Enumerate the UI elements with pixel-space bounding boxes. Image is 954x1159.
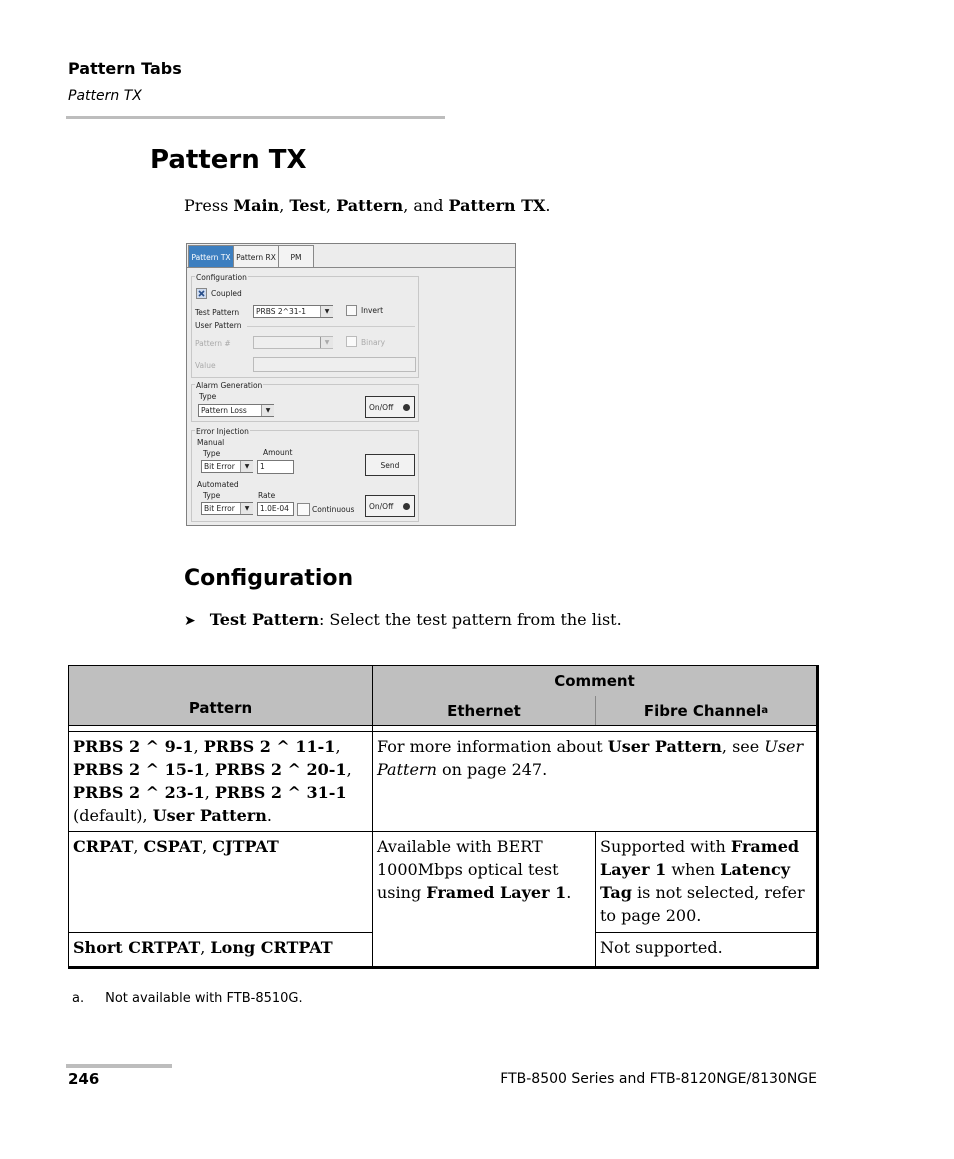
rate-value: 1.0E-04 (260, 504, 289, 513)
press-sep: , (326, 196, 337, 215)
rich-text-segment: , see (721, 737, 765, 756)
configuration-heading: Configuration (184, 566, 354, 591)
rich-text-segment: is not selected, refer to page 200. (600, 883, 805, 925)
footnote (72, 991, 303, 1006)
row3-fibre-cell (595, 933, 819, 969)
alarm-type-value: Pattern Loss (201, 406, 247, 415)
comment-header: Comment (372, 665, 819, 696)
footnote-text: Not available with FTB-8510G. (105, 991, 303, 1006)
rich-text-segment: , (346, 760, 352, 779)
bullet-text: : Select the test pattern from the list. (318, 610, 622, 629)
rich-text-segment: CSPAT (143, 837, 203, 856)
press-sep: , and (403, 196, 449, 215)
row1-comment-cell (372, 732, 819, 832)
chevron-down-icon[interactable]: ▼ (320, 337, 333, 348)
rich-text-segment: PRBS 2 ^ 20-1 (214, 760, 347, 779)
rule-right (816, 725, 819, 732)
pattern-header: Pattern (68, 665, 372, 725)
chevron-down-icon[interactable]: ▼ (240, 503, 253, 514)
coupled-checkbox[interactable] (196, 288, 207, 299)
rich-text-segment: , (133, 837, 144, 856)
rule-mid (372, 725, 373, 732)
test-pattern-value: PRBS 2^31-1 (256, 307, 306, 316)
bullet-bold: Test Pattern (209, 610, 319, 629)
manual-type-value: Bit Error (204, 462, 235, 471)
user-pattern-label: User Pattern (195, 321, 242, 330)
binary-checkbox[interactable] (346, 336, 357, 347)
fibre-channel-header (595, 696, 819, 725)
continuous-label: Continuous (312, 505, 355, 514)
rich-text-segment: CJTPAT (212, 837, 279, 856)
rich-text-segment: . (566, 883, 572, 902)
automated-type-label: Type (203, 491, 221, 500)
automated-onoff-button[interactable] (365, 495, 415, 517)
alarm-generation-label: Alarm Generation (196, 381, 263, 390)
rich-text-segment: Latency Tag (600, 860, 791, 902)
running-header-subtitle: Pattern TX (68, 88, 142, 104)
rate-input[interactable] (257, 502, 294, 516)
onoff-label: On/Off (369, 402, 394, 412)
row2-ethernet-cell (372, 832, 595, 969)
rich-text-segment: Framed Layer 1 (600, 837, 800, 879)
invert-checkbox[interactable] (346, 305, 357, 316)
rich-text-segment: . (266, 806, 272, 825)
rate-label: Rate (258, 491, 276, 500)
rich-text-segment: For more information about (377, 737, 608, 756)
tab-pattern-rx[interactable]: Pattern RX (233, 245, 279, 268)
rich-text-segment: , (204, 760, 215, 779)
rich-text-segment: PRBS 2 ^ 31-1 (214, 783, 347, 802)
rich-text-segment: , (200, 938, 211, 957)
chevron-down-icon[interactable]: ▼ (240, 461, 253, 472)
pattern-tx-screenshot (186, 243, 516, 526)
product-name: FTB-8500 Series and FTB-8120NGE/8130NGE (500, 1071, 817, 1087)
arrow-bullet-icon: ➤ (184, 613, 196, 629)
coupled-label: Coupled (211, 289, 242, 298)
tab-pattern-tx[interactable]: Pattern TX (188, 245, 234, 268)
manual-label: Manual (197, 438, 225, 447)
rule-left (68, 725, 69, 732)
rich-text-segment: Long CRTPAT (210, 938, 333, 957)
rich-text-segment: User Pattern (152, 806, 267, 825)
tab-divider (187, 267, 515, 268)
footnote-letter: a. (72, 991, 85, 1006)
page-number: 246 (68, 1070, 100, 1088)
row2-pattern-cell (68, 832, 372, 933)
alarm-type-label: Type (199, 392, 217, 401)
send-label: Send (380, 460, 400, 470)
error-injection-label: Error Injection (196, 427, 249, 436)
rich-text-segment: PRBS 2 ^ 23-1 (73, 783, 205, 802)
amount-input[interactable] (257, 460, 294, 474)
press-text: Press (184, 196, 234, 215)
alarm-onoff-button[interactable] (365, 396, 415, 418)
led-icon (403, 503, 410, 510)
automated-type-value: Bit Error (204, 504, 235, 513)
press-end: . (545, 196, 551, 215)
rich-text-segment: Available with BERT 1000Mbps optical test using (377, 837, 559, 902)
press-instruction (184, 196, 551, 215)
manual-type-label: Type (203, 449, 221, 458)
rich-text-segment: , (202, 837, 213, 856)
led-icon (403, 404, 410, 411)
row3-pattern-cell (68, 933, 372, 969)
rich-text-segment: User Pattern (377, 737, 804, 779)
press-sep: , (279, 196, 290, 215)
header-rule (66, 116, 445, 119)
rich-text-segment: , (335, 737, 341, 756)
rich-text-segment: PRBS 2 ^ 9-1 (73, 737, 194, 756)
configuration-label: Configuration (196, 273, 247, 282)
chevron-down-icon[interactable]: ▼ (261, 405, 274, 416)
pattern-number-label: Pattern # (195, 339, 231, 348)
pattern-table (68, 665, 819, 969)
value-input[interactable] (253, 357, 416, 372)
rich-text-segment: (default), (73, 806, 153, 825)
rich-text-segment: User Pattern (607, 737, 722, 756)
tab-pm[interactable]: PM (278, 245, 314, 268)
user-pattern-rule (247, 326, 415, 327)
rich-text-segment: when (666, 860, 721, 879)
fibre-footnote-ref: a (761, 705, 769, 716)
bullet-item (184, 610, 622, 629)
row3-fibre-text: Not supported. (600, 938, 723, 957)
amount-value: 1 (260, 462, 265, 471)
rich-text-segment: Supported with (600, 837, 731, 856)
rich-text-segment: , (193, 737, 204, 756)
fibre-channel-label: Fibre Channel (643, 701, 762, 720)
rich-text-segment: CRPAT (73, 837, 134, 856)
onoff-label: On/Off (369, 501, 394, 511)
press-test: Test (289, 196, 327, 215)
automated-label: Automated (197, 480, 239, 489)
row1-pattern-cell (68, 732, 372, 832)
footer-rule (66, 1064, 172, 1068)
test-pattern-label: Test Pattern (195, 308, 240, 317)
press-main: Main (233, 196, 280, 215)
row2-fibre-cell (595, 832, 819, 933)
continuous-checkbox[interactable] (297, 503, 310, 516)
ethernet-header: Ethernet (372, 696, 595, 725)
rich-text-segment: PRBS 2 ^ 15-1 (73, 760, 205, 779)
section-heading: Pattern TX (150, 145, 307, 175)
rich-text-segment: PRBS 2 ^ 11-1 (203, 737, 336, 756)
rich-text-segment: , (204, 783, 215, 802)
rich-text-segment: on page 247. (436, 760, 548, 779)
invert-label: Invert (361, 306, 384, 315)
chevron-down-icon[interactable]: ▼ (320, 306, 333, 317)
amount-label: Amount (263, 448, 293, 457)
check-x-icon (197, 289, 206, 298)
press-pattern: Pattern (336, 196, 404, 215)
press-pattern-tx: Pattern TX (448, 196, 546, 215)
running-header-title: Pattern Tabs (68, 59, 182, 78)
binary-label: Binary (361, 338, 386, 347)
value-label: Value (195, 361, 216, 370)
rich-text-segment: Short CRTPAT (73, 938, 201, 957)
header-double-rule (68, 725, 819, 732)
rich-text-segment: Framed Layer 1 (426, 883, 567, 902)
send-button[interactable] (365, 454, 415, 476)
